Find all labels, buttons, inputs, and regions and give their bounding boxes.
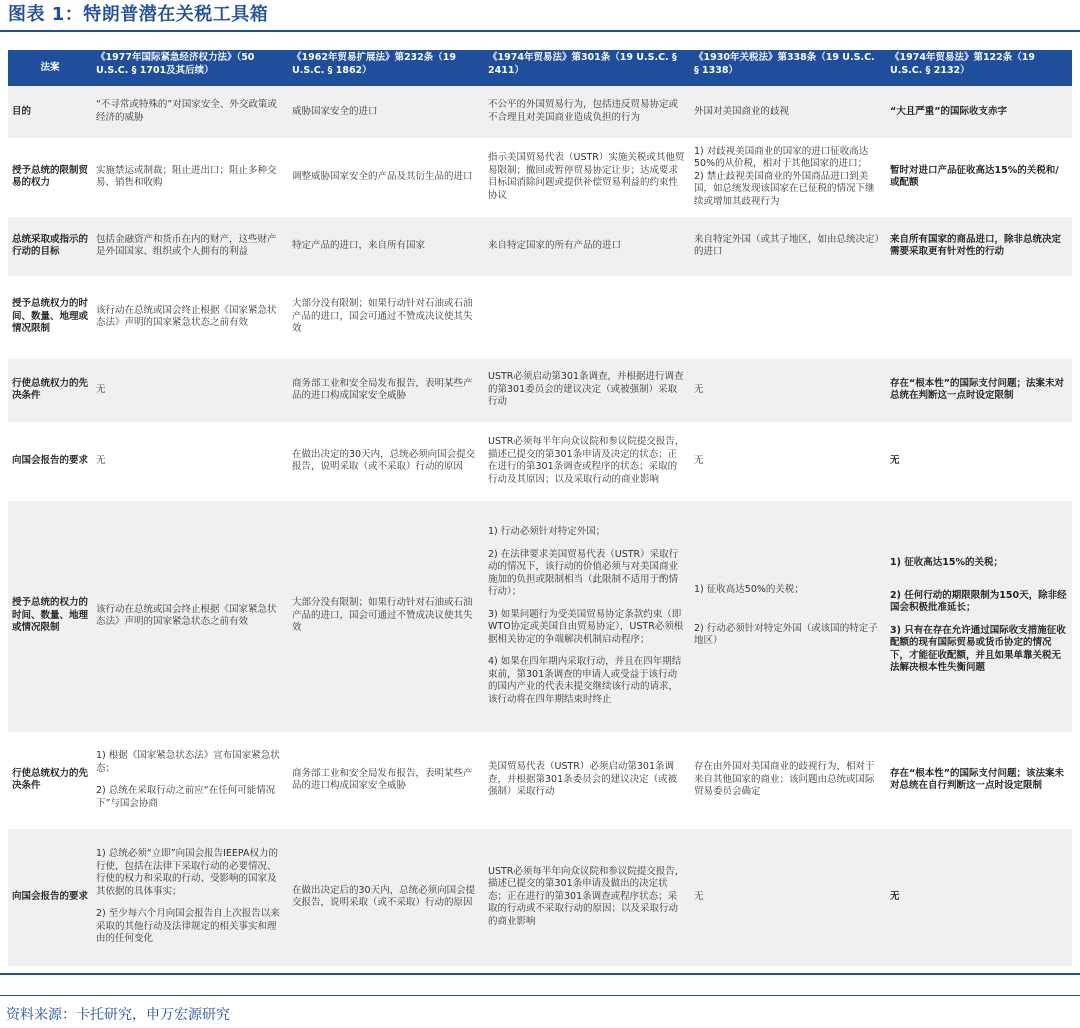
table-cell: 暂时对进口产品征收高达15%的关税和/或配额	[886, 138, 1072, 216]
header-cell-section-232: 《1962年贸易扩展法》第232条（19 U.S.C. § 1862）	[288, 50, 484, 86]
table-row	[8, 138, 1072, 216]
source-note: 资料来源：卡托研究，申万宏源研究	[6, 1007, 230, 1023]
row-label: 行使总统权力的先决条件	[8, 358, 92, 422]
table-cell: 威胁国家安全的进口	[288, 86, 484, 138]
table-cell: 不公平的外国贸易行为，包括违反贸易协定或不合理且对美国商业造成负担的行为	[484, 86, 690, 138]
cell-paragraph: 1) 征收高达15%的关税；	[890, 557, 1003, 569]
table-cell: 1) 对歧视美国商业的国家的进口征收高达50%的从价税，相对于其他国家的进口； 2) 禁止歧视美国商业的外国商品进口到美国，如总统发现该国家在已征税的情况下继续或增加其歧视行为	[690, 138, 886, 216]
cell-paragraph: 2) 任何行动的期限限制为150天，除非经国会积极批准延长；	[890, 589, 1067, 614]
table-row	[8, 86, 1072, 138]
table-cell: USTR必须每半年向众议院和参议院提交报告，描述已提交的第301条申请及决定的状态；正在进行的第301条调查或程序的状态；采取的行动及其原因；以及采取行动的商业影响	[484, 422, 690, 500]
table-cell	[92, 732, 288, 828]
row-label: 向国会报告的要求	[8, 828, 92, 966]
table-cell: “不寻常或特殊的”对国家安全、外交政策或经济的威胁	[92, 86, 288, 138]
source-divider	[0, 995, 1080, 996]
table-row	[8, 500, 1072, 732]
table-cell: 大部分没有限制；如果行动针对石油或石油产品的进口，国会可通过不赞成决议使其失效	[288, 276, 484, 358]
row-label: 授予总统权力的时间、数量、地理或情况限制	[8, 276, 92, 358]
table-cell: 外国对美国商业的歧视	[690, 86, 886, 138]
cell-paragraph: 2) 至少每六个月向国会报告自上次报告以来采取的其他行动及法律规定的相关事实和理由的任何变化	[96, 908, 280, 945]
cell-paragraph: 4) 如果在四年期内采取行动，并且在四年期结束前，第301条调查的申请人或受益于该行动的国内产业的代表未提交继续该行动的请求，该行动将在四年期结束时终止	[488, 656, 682, 705]
cell-paragraph: 2) 总统在采取行动之前应“在任何可能情况下”与国会协商	[96, 785, 276, 809]
table-bottom-divider	[0, 973, 1080, 975]
table-cell: 无	[690, 422, 886, 500]
table-cell: 调整威胁国家安全的产品及其衍生品的进口	[288, 138, 484, 216]
table-cell: 无	[690, 358, 886, 422]
cell-paragraph: 1) 行动必须针对特定外国；	[488, 526, 606, 537]
table-cell: 大部分没有限制；如果行动针对石油或石油产品的进口，国会可通过不赞成决议使其失效	[288, 500, 484, 732]
table-cell: 来自特定外国（或其子地区，如由总统决定）的进口	[690, 216, 886, 276]
table-cell: 存在“根本性”的国际支付问题；该法案未对总统在自行判断这一点时设定限制	[886, 732, 1072, 828]
table-cell: 在做出决定的30天内，总统必须向国会提交报告，说明采取（或不采取）行动的原因	[288, 422, 484, 500]
table-cell: 无	[690, 828, 886, 966]
table-cell: 特定产品的进口，来自所有国家	[288, 216, 484, 276]
tariff-toolbox-table	[8, 50, 1072, 967]
table-cell: 实施禁运或制裁；阻止进出口；阻止多种交易、销售和收购	[92, 138, 288, 216]
table-cell: 该行动在总统或国会终止根据《国家紧急状态法》声明的国家紧急状态之前有效	[92, 500, 288, 732]
table-cell: 商务部工业和安全局发布报告，表明某些产品的进口构成国家安全威胁	[288, 358, 484, 422]
table-row	[8, 216, 1072, 276]
table-cell: 无	[886, 828, 1072, 966]
table-cell: 存在由外国对美国商业的歧视行为，相对于来自其他国家的商业；该问题由总统或国际贸易委员会确定	[690, 732, 886, 828]
table-cell	[886, 500, 1072, 732]
header-cell-section-122: 《1974年贸易法》第122条（19 U.S.C. § 2132）	[886, 50, 1072, 86]
cell-paragraph: 3) 只有在存在允许通过国际收支措施征收配额的现有国际贸易或货币协定的情况下，才能征收配额，并且如果单靠关税无法解决根本性失衡问题	[890, 624, 1066, 674]
table-row	[8, 828, 1072, 966]
cell-paragraph: 1) 根据《国家紧急状态法》宣布国家紧急状态；	[96, 750, 280, 774]
figure-title: 图表 1：特朗普潜在关税工具箱	[8, 4, 269, 25]
table-cell: 无	[886, 422, 1072, 500]
table-row	[8, 422, 1072, 500]
table-cell: USTR必须每半年向众议院和参议院提交报告，描述已提交的第301条申请及做出的决定状态；正在进行的第301条调查或程序状态；采取的行动或不采取行动的原因；以及采取行动的商业影响	[484, 828, 690, 966]
row-label: 授予总统的限制贸易的权力	[8, 138, 92, 216]
table-cell: 无	[92, 358, 288, 422]
cell-paragraph: 2) 在法律要求美国贸易代表（USTR）采取行动的情况下，该行动的价值必须与对美国商业施加的负担或限制相当（此限制不适用于酌情行动）；	[488, 548, 679, 597]
title-divider	[0, 30, 1080, 32]
table-cell	[690, 500, 886, 732]
table-row	[8, 358, 1072, 422]
cell-paragraph: 1) 总统必须“立即”向国会报告IEEPA权力的行使，包括在法律下采取行动的必要情况、行使的权力和采取的行动、受影响的国家及其依据的具体事实；	[96, 848, 279, 897]
row-label: 总统采取或指示的行动的目标	[8, 216, 92, 276]
table-cell	[690, 276, 886, 358]
cell-paragraph: 1) 征收高达50%的关税；	[694, 584, 804, 596]
table-cell	[484, 276, 690, 358]
header-cell-law: 法案	[8, 50, 92, 86]
table-cell	[92, 828, 288, 966]
cell-paragraph: 2) 行动必须针对特定外国（或该国的特定子地区）	[694, 622, 878, 647]
header-cell-section-301: 《1974年贸易法》第301条（19 U.S.C. § 2411）	[484, 50, 690, 86]
table-cell: 存在“根本性”的国际支付问题；法案未对总统在判断这一点时设定限制	[886, 358, 1072, 422]
table-row	[8, 732, 1072, 828]
table-cell	[886, 276, 1072, 358]
table-cell	[484, 500, 690, 732]
table-cell: 在做出决定后的30天内，总统必须向国会提交报告，说明采取（或不采取）行动的原因	[288, 828, 484, 966]
row-label: 向国会报告的要求	[8, 422, 92, 500]
header-cell-section-338: 《1930年关税法》第338条（19 U.S.C. § 1338）	[690, 50, 886, 86]
cell-paragraph: 3) 如果问题行为受美国贸易协定条款约束（即WTO协定或美国自由贸易协定），USTR必须根据相关协定的争端解决机制启动程序；	[488, 608, 684, 645]
table-cell: 来自特定国家的所有产品的进口	[484, 216, 690, 276]
table-cell: 美国贸易代表（USTR）必须启动第301条调查，并根据第301条委员会的建议决定（或被强制）采取行动	[484, 732, 690, 828]
table-header-row	[8, 50, 1072, 86]
table-cell: 该行动在总统或国会终止根据《国家紧急状态法》声明的国家紧急状态之前有效	[92, 276, 288, 358]
table-row	[8, 276, 1072, 358]
table-cell: 指示美国贸易代表（USTR）实施关税或其他贸易限制；撤回或暂停贸易协定让步；达成要求目标国消除问题或提供补偿贸易利益的约束性协议	[484, 138, 690, 216]
table-cell: “大且严重”的国际收支赤字	[886, 86, 1072, 138]
table-cell: 商务部工业和安全局发布报告，表明某些产品的进口构成国家安全威胁	[288, 732, 484, 828]
table-cell: 来自所有国家的商品进口，除非总统决定需要采取更有针对性的行动	[886, 216, 1072, 276]
header-cell-ieepa: 《1977年国际紧急经济权力法》（50 U.S.C. § 1701及其后续）	[92, 50, 288, 86]
table-cell: USTR必须启动第301条调查，并根据进行调查的第301委员会的建议决定（或被强制）采取行动	[484, 358, 690, 422]
row-label: 目的	[8, 86, 92, 138]
row-label: 行使总统权力的先决条件	[8, 732, 92, 828]
row-label: 授予总统的权力的时间、数量、地理或情况限制	[8, 500, 92, 732]
table-cell: 包括金融资产和货币在内的财产，这些财产是外国国家、组织或个人拥有的利益	[92, 216, 288, 276]
table-cell: 无	[92, 422, 288, 500]
